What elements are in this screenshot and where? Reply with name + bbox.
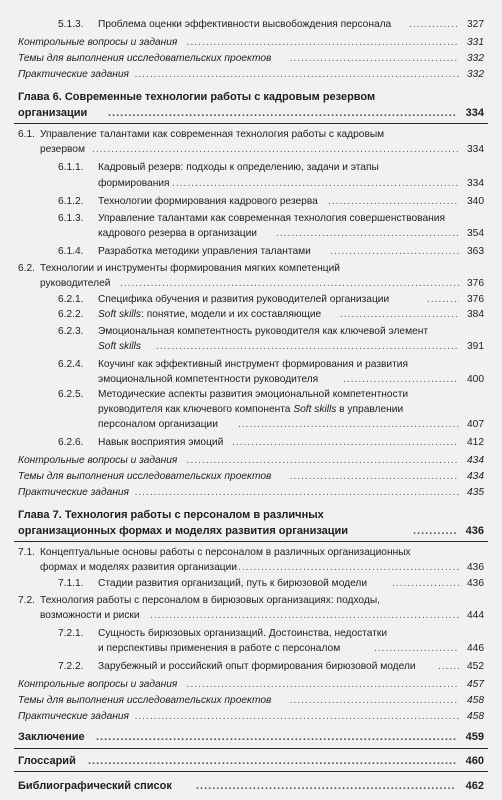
leader-dots bbox=[427, 293, 459, 306]
toc-page-number: 407 bbox=[467, 419, 484, 430]
toc-title-line2: Soft skills bbox=[98, 341, 142, 352]
toc-page-number: 457 bbox=[467, 679, 484, 690]
toc-page-number: 435 bbox=[467, 487, 484, 498]
toc-title-line2: возможности и риски bbox=[40, 610, 140, 621]
toc-title: Контрольные вопросы и задания bbox=[18, 679, 178, 690]
leader-dots bbox=[88, 755, 456, 768]
leader-dots bbox=[340, 308, 459, 321]
toc-number: 5.1.3. bbox=[58, 19, 84, 30]
toc-number: 6.1.3. bbox=[58, 213, 84, 224]
leader-dots bbox=[150, 609, 459, 622]
toc-title-line1: Управление талантами как современная технология совершенствования bbox=[98, 213, 445, 224]
leader-dots bbox=[238, 561, 459, 574]
leader-dots bbox=[413, 525, 456, 538]
toc-page-number: 462 bbox=[465, 780, 484, 792]
leader-dots bbox=[290, 52, 459, 65]
toc-page-number: 400 bbox=[467, 374, 484, 385]
chapter-title-line1: Глава 7. Технология работы с персоналом в различных bbox=[18, 509, 324, 521]
leader-dots bbox=[187, 36, 459, 49]
toc-title-line2: эмоциональной компетентности руководителя bbox=[98, 374, 319, 385]
toc-number: 6.1.2. bbox=[58, 196, 84, 207]
toc-title: Темы для выполнения исследовательских проектов bbox=[18, 695, 272, 706]
toc-title: Библиографический список bbox=[18, 780, 172, 792]
toc-title-line2: кадрового резерва в организации bbox=[98, 228, 257, 239]
toc-title-line1: Технологии и инструменты формирования мягких компетенций bbox=[40, 263, 340, 274]
toc-page-number: 332 bbox=[467, 53, 484, 64]
toc-page-number: 376 bbox=[467, 278, 484, 289]
toc-number: 6.1.1. bbox=[58, 162, 84, 173]
leader-dots bbox=[374, 642, 459, 655]
toc-page-number: 446 bbox=[467, 643, 484, 654]
toc-page-number: 458 bbox=[467, 711, 484, 722]
toc-page-number: 332 bbox=[467, 69, 484, 80]
toc-page-number: 334 bbox=[465, 107, 484, 119]
toc-title: Контрольные вопросы и задания bbox=[18, 455, 178, 466]
leader-dots bbox=[392, 577, 459, 590]
toc-title-italic: Soft skills bbox=[293, 404, 337, 415]
toc-number: 6.2.2. bbox=[58, 309, 84, 320]
chapter-title-line2: организации bbox=[18, 107, 88, 119]
toc-title: Проблема оценки эффективности высвобождения персонала bbox=[98, 19, 392, 30]
leader-dots bbox=[92, 143, 459, 156]
leader-dots bbox=[328, 195, 459, 208]
toc-title: Технологии формирования кадрового резерва bbox=[98, 196, 318, 207]
leader-dots bbox=[276, 227, 459, 240]
toc-title: Разработка методики управления талантами bbox=[98, 246, 311, 257]
leader-dots bbox=[196, 780, 456, 793]
toc-title: Темы для выполнения исследовательских проектов bbox=[18, 471, 272, 482]
toc-title-rest: : понятие, модели и их составляющие bbox=[141, 309, 322, 320]
toc-page-number: 376 bbox=[467, 294, 484, 305]
toc-title: Навык восприятия эмоций bbox=[98, 437, 224, 448]
leader-dots bbox=[120, 277, 459, 290]
toc-title: Специфика обучения и развития руководителей организации bbox=[98, 294, 390, 305]
toc-number: 7.2.2. bbox=[58, 661, 84, 672]
toc-page-number: 340 bbox=[467, 196, 484, 207]
toc-page-number: 444 bbox=[467, 610, 484, 621]
toc-title: Стадии развития организаций, путь к бирюзовой модели bbox=[98, 578, 368, 589]
toc-number: 6.2.5. bbox=[58, 389, 84, 400]
toc-page-number: 391 bbox=[467, 341, 484, 352]
toc-title-line1: Технология работы с персоналом в бирюзовых организациях: подходы, bbox=[40, 595, 380, 606]
leader-dots bbox=[290, 694, 459, 707]
toc-title-line2: формирования bbox=[98, 178, 170, 189]
leader-dots bbox=[172, 177, 459, 190]
leader-dots bbox=[330, 245, 459, 258]
toc-page-number: 452 bbox=[467, 661, 484, 672]
toc-title: Практические задания bbox=[18, 69, 129, 80]
toc-number: 6.2.3. bbox=[58, 326, 84, 337]
leader-dots bbox=[135, 710, 459, 723]
toc-page-number: 458 bbox=[467, 695, 484, 706]
toc-number: 7.2. bbox=[18, 595, 35, 606]
toc-title-line1: Управление талантами как современная технология работы с кадровым bbox=[40, 129, 385, 140]
leader-dots bbox=[187, 454, 459, 467]
toc-page-number: 436 bbox=[465, 525, 484, 537]
toc-title bbox=[98, 308, 321, 321]
toc-page-number: 327 bbox=[467, 19, 484, 30]
toc-title: Зарубежный и российский опыт формирования бирюзовой модели bbox=[98, 661, 416, 672]
toc-title: Практические задания bbox=[18, 487, 129, 498]
toc-title: Заключение bbox=[18, 731, 85, 743]
toc-title-line1: Кадровый резерв: подходы к определению, задачи и этапы bbox=[98, 162, 379, 173]
toc-number: 7.2.1. bbox=[58, 628, 84, 639]
toc-number: 6.2.6. bbox=[58, 437, 84, 448]
toc-title-italic: Soft skills bbox=[98, 309, 142, 320]
toc-page-number: 354 bbox=[467, 228, 484, 239]
chapter-title-line2: организационных формах и моделях развития организации bbox=[18, 525, 349, 537]
toc-page-number: 412 bbox=[467, 437, 484, 448]
toc-page-number: 459 bbox=[465, 731, 484, 743]
toc-title-line1: Сущность бирюзовых организаций. Достоинства, недостатки bbox=[98, 628, 388, 639]
toc-number: 6.1.4. bbox=[58, 246, 84, 257]
leader-dots bbox=[187, 678, 459, 691]
toc-number: 6.2. bbox=[18, 263, 35, 274]
chapter-title-line1: Глава 6. Современные технологии работы с кадровым резервом bbox=[18, 91, 376, 103]
toc-title-line1: Методические аспекты развития эмоциональной компетентности bbox=[98, 389, 409, 400]
leader-dots bbox=[108, 107, 456, 120]
leader-dots bbox=[232, 436, 459, 449]
toc-title-line1: Коучинг как эффективный инструмент формирования и развития bbox=[98, 359, 408, 370]
toc-page-number: 460 bbox=[465, 755, 484, 767]
toc-title: Контрольные вопросы и задания bbox=[18, 37, 178, 48]
toc-page-number: 331 bbox=[467, 37, 484, 48]
toc-page-number: 384 bbox=[467, 309, 484, 320]
toc-title: Практические задания bbox=[18, 711, 129, 722]
leader-dots bbox=[135, 68, 459, 81]
toc-number: 6.2.1. bbox=[58, 294, 84, 305]
toc-number: 6.1. bbox=[18, 129, 35, 140]
toc-page-number: 436 bbox=[467, 562, 484, 573]
toc-page-number: 334 bbox=[467, 144, 484, 155]
section-underline bbox=[14, 748, 488, 749]
toc-title-line2: и перспективы применения в работе с персоналом bbox=[98, 643, 341, 654]
leader-dots bbox=[438, 660, 459, 673]
toc-page-number: 434 bbox=[467, 455, 484, 466]
toc-title-line2: руководителей bbox=[40, 278, 111, 289]
toc-title-part: руководителя как ключевого компонента bbox=[98, 404, 294, 415]
toc-title: Глоссарий bbox=[18, 755, 76, 767]
toc-number: 7.1.1. bbox=[58, 578, 84, 589]
toc-title-line1: Концептуальные основы работы с персоналом в различных организационных bbox=[40, 547, 411, 558]
leader-dots bbox=[238, 418, 459, 431]
leader-dots bbox=[96, 731, 456, 744]
toc-page-number: 434 bbox=[467, 471, 484, 482]
leader-dots bbox=[409, 18, 459, 31]
leader-dots bbox=[135, 486, 459, 499]
section-underline bbox=[14, 771, 488, 772]
toc-page-number: 334 bbox=[467, 178, 484, 189]
toc-number: 6.2.4. bbox=[58, 359, 84, 370]
toc-title-line3: персоналом организации bbox=[98, 419, 218, 430]
toc-title-line1: Эмоциональная компетентность руководителя как ключевой элемент bbox=[98, 326, 429, 337]
toc-title: Темы для выполнения исследовательских проектов bbox=[18, 53, 272, 64]
chapter-underline bbox=[14, 123, 488, 124]
leader-dots bbox=[156, 340, 459, 353]
toc-title-line2: формах и моделях развития организации bbox=[40, 562, 237, 573]
leader-dots bbox=[343, 373, 459, 386]
toc-number: 7.1. bbox=[18, 547, 35, 558]
toc-page-number: 436 bbox=[467, 578, 484, 589]
toc-page-number: 363 bbox=[467, 246, 484, 257]
toc-title-part: в управлении bbox=[336, 404, 404, 415]
toc-title-line2: резервом bbox=[40, 144, 85, 155]
leader-dots bbox=[290, 470, 459, 483]
chapter-underline bbox=[14, 541, 488, 542]
toc-title-line2 bbox=[98, 403, 403, 416]
